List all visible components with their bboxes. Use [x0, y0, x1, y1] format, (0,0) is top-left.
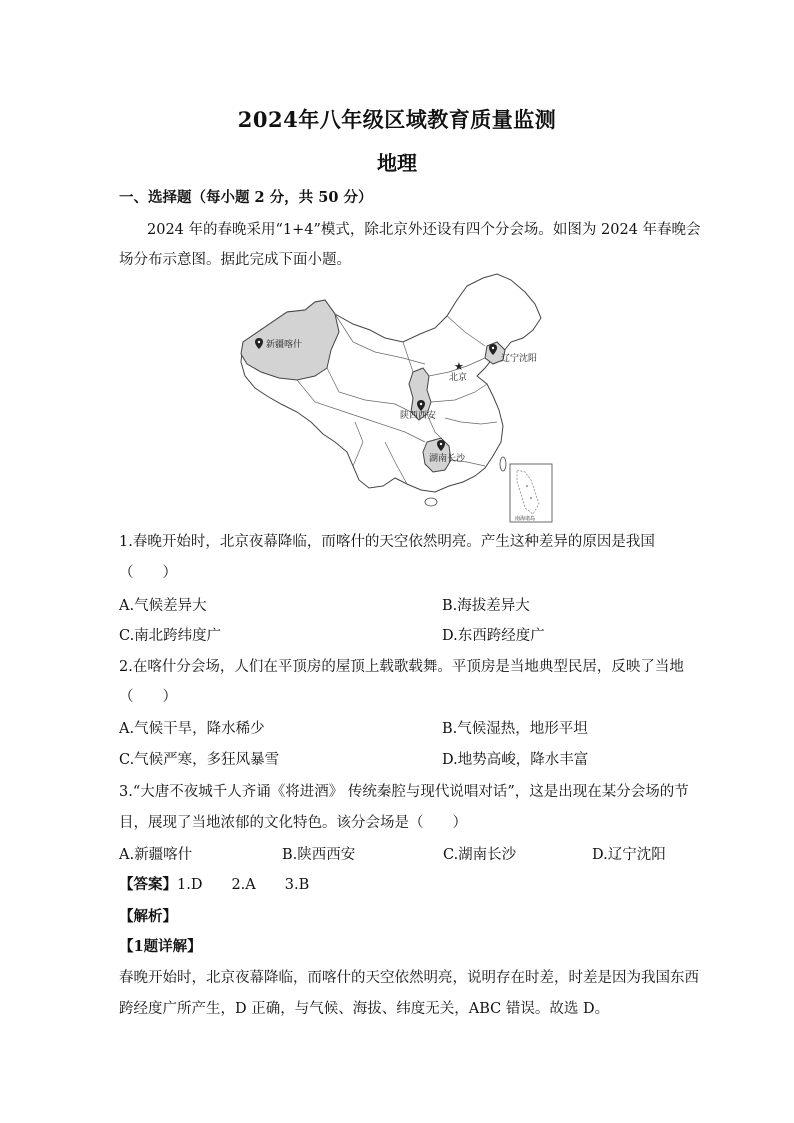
china-map-figure — [235, 272, 560, 527]
q3-stem-line-1: 3.“大唐不夜城千人齐诵《将进酒》 传统秦腔与现代说唱对话”，这是出现在某分会场的节 — [119, 784, 689, 800]
intro-line-2: 场分布示意图。据此完成下面小题。 — [119, 252, 351, 268]
q3-stem-line-2: 目，展现了当地浓郁的文化特色。该分会场是（ ） — [119, 815, 467, 831]
q2-option-c: C.气候严寒，多狂风暴雪 — [119, 752, 280, 768]
china-outline — [241, 274, 541, 492]
analysis-line-2: 跨经度广所产生，D 正确，与气候、海拔、纬度无关，ABC 错误。故选 D。 — [119, 1001, 610, 1017]
q2-option-a: A.气候干旱，降水稀少 — [119, 721, 265, 737]
beijing-star-icon: ★ — [454, 360, 464, 373]
analysis-line-1: 春晚开始时，北京夜幕降临，而喀什的天空依然明亮，说明存在时差，时差是因为我国东西 — [119, 970, 699, 986]
q2-option-d: D.地势高峻，降水丰富 — [442, 752, 589, 768]
q1-option-d: D.东西跨经度广 — [442, 628, 545, 644]
answer-text: 1.D 2.A 3.B — [177, 877, 310, 893]
china-map — [235, 272, 560, 527]
section-heading: 一、选择题（每小题 2 分，共 50 分） — [119, 189, 373, 206]
analysis-label: 【解析】 — [119, 908, 177, 925]
subject-title: 地理 — [377, 151, 417, 175]
answer-label: 【答案】 — [119, 876, 177, 893]
intro-line-1: 2024 年的春晚采用“1+4”模式，除北京外还设有四个分会场。如图为 2024 年春晚会 — [147, 222, 701, 238]
inset-label: 南海诸岛 — [515, 516, 536, 522]
q2-paren: （ ） — [119, 689, 177, 705]
map-label-kashgar: 新疆喀什 — [266, 340, 303, 350]
map-label-shenyang: 辽宁沈阳 — [501, 354, 538, 364]
q2-option-b: B.气候湿热，地形平坦 — [442, 721, 588, 737]
q2-stem: 2.在喀什分会场，人们在平顶房的屋顶上载歌载舞。平顶房是当地典型民居，反映了当地 — [119, 659, 684, 675]
map-label-beijing: 北京 — [449, 373, 468, 383]
q3-option-c: C.湖南长沙 — [443, 847, 517, 863]
map-label-changsha: 湖南长沙 — [429, 454, 466, 464]
answer-line — [119, 873, 309, 894]
q3-option-d: D.辽宁沈阳 — [592, 847, 666, 863]
map-label-xian: 陕西西安 — [400, 411, 437, 421]
taiwan-island — [500, 457, 506, 471]
q1-option-a: A.气候差异大 — [119, 598, 207, 614]
q3-option-a: A.新疆喀什 — [119, 847, 193, 863]
analysis-sub-heading: 【1题详解】 — [119, 938, 202, 955]
q1-option-b: B.海拔差异大 — [442, 598, 530, 614]
q1-paren: （ ） — [119, 565, 177, 581]
q1-option-c: C.南北跨纬度广 — [119, 628, 222, 644]
south-sea-inset — [510, 464, 552, 522]
q1-stem: 1.春晚开始时，北京夜幕降临，而喀什的天空依然明亮。产生这种差异的原因是我国 — [119, 534, 655, 550]
q3-option-b: B.陕西西安 — [282, 847, 356, 863]
exam-title: 2024年八年级区域教育质量监测 — [237, 107, 557, 132]
hainan-island — [425, 498, 437, 506]
